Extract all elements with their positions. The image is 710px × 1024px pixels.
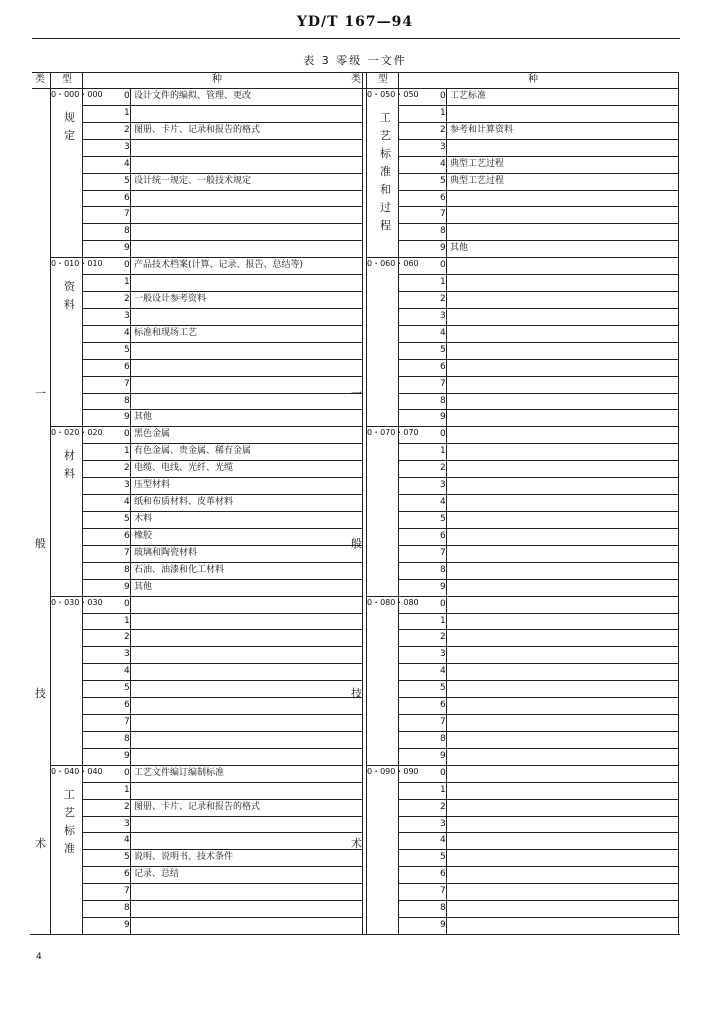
- row-text: 其他: [134, 581, 153, 592]
- major-class-char: 般: [351, 537, 362, 550]
- group-char: 过: [380, 201, 391, 214]
- row-number: 9: [440, 412, 446, 423]
- section-code: 0・020・020: [51, 428, 103, 438]
- row-number: 6: [440, 700, 446, 711]
- row-number: 8: [440, 903, 446, 914]
- row-rule: [398, 291, 678, 292]
- col-header-kind: 种: [212, 74, 222, 85]
- row-number: 2: [124, 463, 130, 474]
- row-number: 6: [124, 700, 130, 711]
- major-col-rule: [366, 72, 367, 934]
- row-rule: [398, 359, 678, 360]
- col-header-type: 型: [378, 74, 388, 85]
- row-number: 9: [124, 750, 130, 761]
- row-rule: [82, 613, 362, 614]
- row-text: 纸和布质材料、皮革材料: [134, 497, 234, 508]
- row-rule: [82, 629, 362, 630]
- row-rule: [398, 460, 678, 461]
- row-rule: [82, 799, 362, 800]
- row-number: 7: [440, 209, 446, 220]
- row-text: 工艺标准: [450, 91, 487, 101]
- row-rule: [82, 579, 362, 580]
- row-rule: [398, 613, 678, 614]
- row-rule: [82, 308, 362, 309]
- row-rule: [398, 139, 678, 140]
- row-rule: [398, 816, 678, 817]
- row-number: 4: [124, 497, 130, 508]
- row-number: 5: [124, 344, 130, 355]
- row-rule: [398, 105, 678, 106]
- row-number: 2: [440, 463, 446, 474]
- row-rule: [398, 409, 678, 410]
- row-rule: [82, 342, 362, 343]
- row-number: 2: [440, 801, 446, 812]
- row-rule: [82, 816, 362, 817]
- row-rule: [82, 680, 362, 681]
- row-rule: [398, 274, 678, 275]
- row-rule: [398, 731, 678, 732]
- row-text: 石油、油漆和化工材料: [134, 564, 225, 575]
- row-number: 7: [440, 717, 446, 728]
- major-class-char: 技: [351, 687, 362, 700]
- row-number: 0: [440, 767, 446, 778]
- row-number: 7: [440, 886, 446, 897]
- row-number: 1: [440, 277, 446, 288]
- row-number: 4: [124, 666, 130, 677]
- row-rule: [82, 291, 362, 292]
- row-number: 5: [124, 175, 130, 186]
- row-number: 5: [440, 683, 446, 694]
- major-class-char: 一: [351, 387, 362, 400]
- row-text: 产品技术档案(计算、记录、报告、总结等): [134, 260, 304, 271]
- row-number: 1: [124, 277, 130, 288]
- section-rule: [50, 596, 362, 597]
- row-rule: [398, 799, 678, 800]
- group-char: 料: [64, 298, 75, 312]
- row-rule: [398, 156, 678, 157]
- row-rule: [398, 545, 678, 546]
- row-number: 4: [440, 327, 446, 338]
- group-char: 准: [64, 841, 75, 855]
- row-text: 参考和计算资料: [450, 124, 514, 135]
- row-number: 5: [124, 514, 130, 524]
- row-number: 1: [124, 107, 130, 118]
- section-rule: [366, 426, 678, 427]
- row-number: 7: [124, 886, 130, 897]
- row-number: 8: [124, 395, 130, 406]
- row-number: 1: [124, 615, 130, 626]
- row-number: 3: [124, 141, 130, 152]
- row-number: 5: [440, 514, 446, 524]
- row-rule: [398, 240, 678, 241]
- row-number: 5: [440, 175, 446, 186]
- group-char: 规: [64, 111, 75, 124]
- row-number: 4: [440, 158, 446, 169]
- group-char: 标: [380, 147, 391, 160]
- row-number: 3: [440, 310, 446, 321]
- row-rule: [398, 680, 678, 681]
- row-number: 9: [124, 581, 130, 592]
- section-rule: [366, 257, 678, 258]
- col-header-kind: 种: [528, 74, 538, 85]
- row-number: 3: [124, 818, 130, 829]
- row-rule: [82, 376, 362, 377]
- row-rule: [82, 443, 362, 444]
- row-text: 标准和现场工艺: [134, 327, 198, 338]
- row-number: 6: [124, 530, 130, 541]
- section-rule: [50, 426, 362, 427]
- row-rule: [398, 342, 678, 343]
- row-number: 5: [124, 852, 130, 863]
- row-rule: [82, 206, 362, 207]
- row-rule: [82, 477, 362, 478]
- row-rule: [82, 156, 362, 157]
- row-rule: [82, 714, 362, 715]
- row-number: 0: [440, 260, 446, 271]
- row-number: 4: [440, 497, 446, 508]
- row-number: 9: [124, 920, 130, 931]
- group-char: 标: [64, 823, 75, 837]
- page-number: 4: [36, 952, 42, 962]
- row-text: 图册、卡片、记录和报告的格式: [134, 124, 261, 135]
- row-rule: [398, 325, 678, 326]
- row-rule: [82, 325, 362, 326]
- section-code: 0・090・090: [367, 766, 419, 776]
- row-rule: [82, 528, 362, 529]
- row-rule: [398, 629, 678, 630]
- row-number: 1: [440, 615, 446, 626]
- row-number: 2: [124, 294, 130, 305]
- row-number: 0: [440, 429, 446, 440]
- row-number: 5: [440, 852, 446, 863]
- row-text: 一般设计参考资料: [134, 294, 207, 305]
- row-number: 8: [440, 395, 446, 406]
- row-rule: [82, 883, 362, 884]
- group-char: 艺: [64, 805, 75, 819]
- row-number: 0: [440, 91, 446, 101]
- row-number: 6: [440, 192, 446, 203]
- group-col-rule: [82, 72, 83, 934]
- row-rule: [82, 139, 362, 140]
- row-number: 1: [440, 107, 446, 118]
- row-rule: [398, 308, 678, 309]
- major-class-char: 般: [35, 537, 46, 550]
- row-rule: [82, 782, 362, 783]
- row-rule: [82, 511, 362, 512]
- row-rule: [398, 883, 678, 884]
- group-char: 定: [64, 129, 75, 142]
- row-text: 设计文件的编拟、管理、更改: [134, 91, 252, 101]
- row-number: 4: [440, 666, 446, 677]
- row-number: 8: [440, 226, 446, 237]
- row-number: 5: [124, 683, 130, 694]
- row-text: 玻璃和陶瓷材料: [134, 547, 198, 558]
- header-rule: [32, 38, 680, 39]
- row-rule: [82, 173, 362, 174]
- major-col-rule: [50, 72, 51, 934]
- row-rule: [82, 866, 362, 867]
- row-number: 9: [440, 750, 446, 761]
- row-rule: [398, 900, 678, 901]
- section-code: 0・030・030: [51, 597, 103, 607]
- group-char: 艺: [380, 129, 391, 142]
- row-number: 9: [440, 581, 446, 592]
- row-number: 8: [440, 564, 446, 575]
- row-number: 5: [440, 344, 446, 355]
- col-header-type: 型: [62, 74, 72, 85]
- major-class-char: 术: [351, 837, 362, 850]
- row-number: 3: [124, 310, 130, 321]
- row-rule: [398, 376, 678, 377]
- row-rule: [398, 190, 678, 191]
- row-number: 1: [124, 784, 130, 795]
- row-number: 4: [124, 158, 130, 169]
- row-text: 记录、总结: [134, 869, 180, 880]
- row-rule: [398, 206, 678, 207]
- row-rule: [398, 697, 678, 698]
- section-code: 0・040・040: [51, 766, 103, 776]
- row-rule: [398, 562, 678, 563]
- major-class-char: 技: [35, 687, 46, 700]
- row-rule: [398, 646, 678, 647]
- section-code: 0・010・010: [51, 259, 103, 269]
- row-number: 1: [440, 446, 446, 457]
- section-code: 0・050・050: [367, 90, 419, 99]
- row-rule: [398, 223, 678, 224]
- row-number: 0: [440, 598, 446, 609]
- row-rule: [82, 122, 362, 123]
- row-text: 设计统一规定、一般技术规定: [134, 175, 252, 186]
- row-number: 8: [124, 564, 130, 575]
- row-rule: [82, 105, 362, 106]
- row-number: 3: [440, 480, 446, 491]
- group-char: 工: [64, 787, 75, 801]
- standard-number: YD/T 167—94: [296, 14, 414, 30]
- row-rule: [82, 494, 362, 495]
- row-text: 典型工艺过程: [450, 175, 505, 186]
- section-code: 0・060・060: [367, 259, 419, 269]
- row-rule: [82, 359, 362, 360]
- row-number: 2: [440, 124, 446, 135]
- row-rule: [398, 866, 678, 867]
- row-rule: [82, 190, 362, 191]
- major-class-char: 术: [35, 837, 46, 850]
- row-rule: [398, 511, 678, 512]
- row-rule: [82, 409, 362, 410]
- bottom-rule: [30, 934, 680, 935]
- row-number: 8: [124, 733, 130, 744]
- row-text: 典型工艺过程: [450, 158, 505, 169]
- row-rule: [398, 663, 678, 664]
- row-number: 2: [124, 124, 130, 135]
- section-code: 0・000・000: [51, 90, 103, 99]
- row-number: 0: [124, 767, 130, 778]
- row-number: 6: [124, 361, 130, 372]
- row-number: 9: [124, 412, 130, 423]
- group-char: 资: [64, 280, 75, 294]
- row-number: 0: [124, 91, 130, 101]
- row-number: 9: [440, 920, 446, 931]
- group-col-rule: [398, 72, 399, 934]
- col-header-class: 类: [351, 74, 361, 85]
- row-rule: [82, 917, 362, 918]
- row-rule: [398, 917, 678, 918]
- row-number: 0: [124, 598, 130, 609]
- group-char: 工: [380, 111, 391, 124]
- row-number: 6: [124, 192, 130, 203]
- row-text: 电缆、电线、光纤、光缆: [134, 463, 234, 474]
- row-number: 3: [124, 480, 130, 491]
- row-number: 7: [440, 378, 446, 389]
- row-rule: [398, 173, 678, 174]
- row-number: 4: [124, 835, 130, 846]
- col-header-class: 类: [35, 74, 45, 85]
- row-rule: [82, 274, 362, 275]
- group-char: 和: [380, 183, 391, 196]
- row-number: 7: [124, 547, 130, 558]
- major-class-char: 一: [35, 387, 46, 400]
- row-rule: [82, 460, 362, 461]
- row-number: 3: [440, 649, 446, 660]
- row-number: 7: [124, 378, 130, 389]
- row-rule: [82, 849, 362, 850]
- row-rule: [82, 562, 362, 563]
- row-number: 9: [440, 243, 446, 254]
- row-number: 1: [440, 784, 446, 795]
- row-number: 7: [440, 547, 446, 558]
- row-number: 1: [124, 446, 130, 457]
- row-text: 木料: [134, 514, 153, 524]
- row-number: 3: [440, 141, 446, 152]
- row-text: 图册、卡片、记录和报告的格式: [134, 801, 261, 812]
- right-classification-table: [348, 72, 678, 934]
- row-number: 0: [124, 260, 130, 271]
- row-rule: [82, 748, 362, 749]
- row-number: 7: [124, 209, 130, 220]
- row-number: 3: [124, 649, 130, 660]
- row-number: 8: [440, 733, 446, 744]
- row-number: 2: [440, 294, 446, 305]
- row-rule: [398, 782, 678, 783]
- row-number: 6: [440, 361, 446, 372]
- row-rule: [398, 393, 678, 394]
- table-caption: 表 3 零级 一文件: [303, 54, 407, 67]
- row-number: 2: [440, 632, 446, 643]
- row-text: 说明、说明书、技术条件: [134, 852, 234, 863]
- row-rule: [398, 443, 678, 444]
- section-code: 0・080・080: [367, 597, 419, 607]
- row-text: 黑色金属: [134, 429, 171, 440]
- row-number: 4: [440, 835, 446, 846]
- section-rule: [366, 765, 678, 766]
- row-rule: [82, 900, 362, 901]
- row-text: 其他: [134, 412, 153, 423]
- row-rule: [398, 579, 678, 580]
- row-text: 橡胶: [134, 530, 153, 541]
- row-rule: [398, 748, 678, 749]
- row-number: 3: [440, 818, 446, 829]
- row-rule: [82, 223, 362, 224]
- table-right-rule: [678, 72, 679, 934]
- section-rule: [50, 257, 362, 258]
- group-char: 材: [64, 449, 75, 463]
- row-rule: [82, 731, 362, 732]
- row-rule: [82, 393, 362, 394]
- row-rule: [398, 494, 678, 495]
- row-number: 8: [124, 226, 130, 237]
- row-rule: [82, 240, 362, 241]
- section-code: 0・070・070: [367, 428, 419, 438]
- row-rule: [82, 832, 362, 833]
- group-char: 准: [380, 165, 391, 178]
- row-rule: [398, 832, 678, 833]
- row-number: 9: [124, 243, 130, 254]
- row-rule: [398, 122, 678, 123]
- row-number: 4: [124, 327, 130, 338]
- row-number: 6: [440, 869, 446, 880]
- row-rule: [398, 714, 678, 715]
- section-rule: [366, 596, 678, 597]
- row-text: 压型材料: [134, 480, 171, 491]
- row-rule: [82, 646, 362, 647]
- row-rule: [398, 477, 678, 478]
- section-rule: [50, 765, 362, 766]
- row-text: 其他: [450, 243, 469, 254]
- row-rule: [398, 849, 678, 850]
- row-number: 2: [124, 632, 130, 643]
- row-rule: [398, 528, 678, 529]
- row-rule: [82, 663, 362, 664]
- left-classification-table: [32, 72, 362, 934]
- row-number: 8: [124, 903, 130, 914]
- row-number: 2: [124, 801, 130, 812]
- group-char: 料: [64, 467, 75, 481]
- group-char: 程: [380, 219, 391, 232]
- row-number: 7: [124, 717, 130, 728]
- row-number: 0: [124, 429, 130, 440]
- row-number: 6: [440, 530, 446, 541]
- row-rule: [82, 697, 362, 698]
- row-text: 有色金属、贵金属、稀有金属: [134, 446, 252, 457]
- row-number: 6: [124, 869, 130, 880]
- row-rule: [82, 545, 362, 546]
- row-text: 工艺文件编订编制标准: [134, 767, 225, 778]
